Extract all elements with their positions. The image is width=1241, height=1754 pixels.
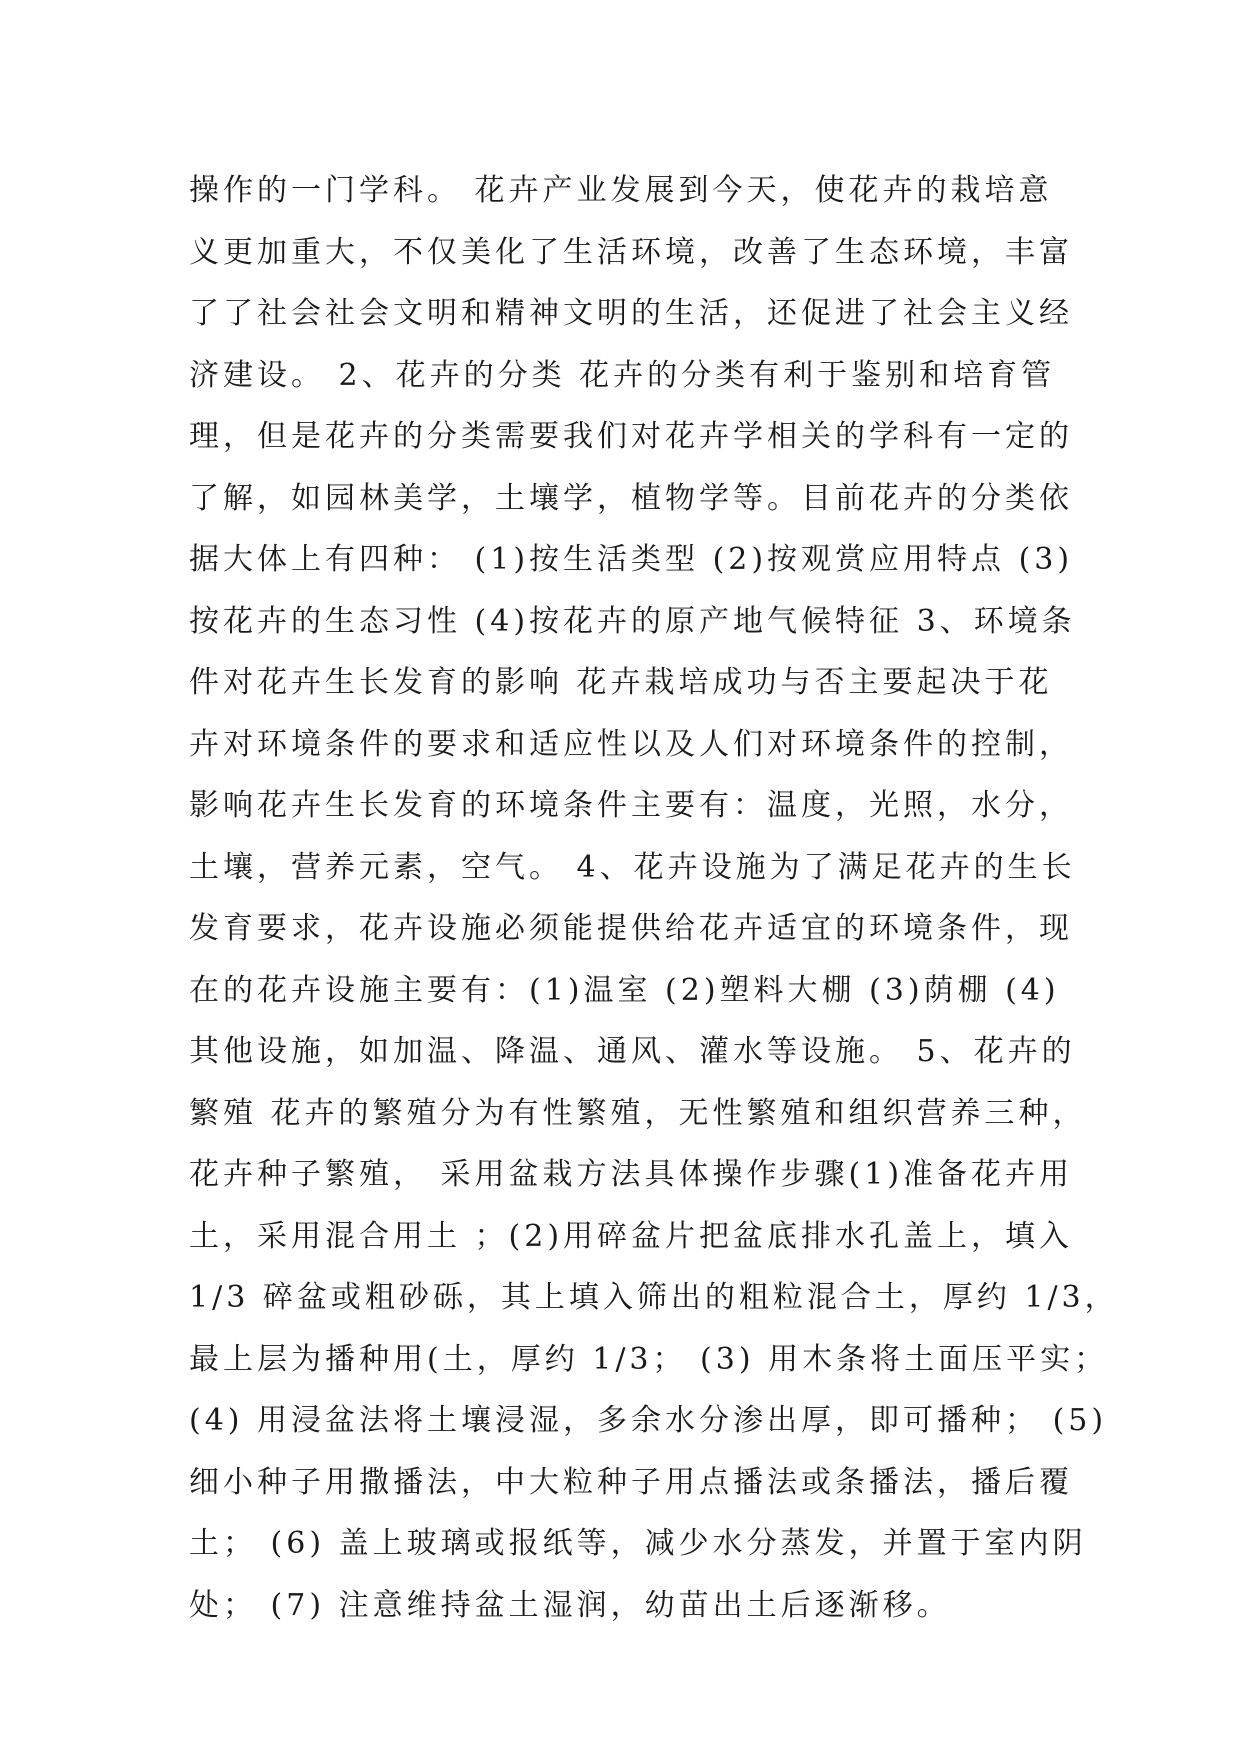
text-line-18: 土，采用混合用土 ；(2)用碎盆片把盆底排水孔盖上，填入 (189, 1218, 1074, 1254)
text-line-8: 按花卉的生态习性 (4)按花卉的原产地气候特征 3、环境条 (189, 603, 1076, 639)
text-line-23: 土； (6) 盖上玻璃或报纸等，减少水分蒸发，并置于室内阴 (189, 1526, 1087, 1561)
text-line-16: 繁殖 花卉的繁殖分为有性繁殖，无性繁殖和组织营养三种， (189, 1095, 1087, 1131)
text-line-5: 理，但是花卉的分类需要我们对花卉学相关的学科有一定的 (189, 419, 1073, 454)
text-line-9: 件对花卉生长发育的影响 花卉栽培成功与否主要起决于花 (189, 665, 1053, 700)
text-line-21: (4) 用浸盆法将土壤浸湿，多余水分渗出厚，即可播种； (5) (189, 1403, 1108, 1438)
text-line-6: 了解，如园林美学，土壤学，植物学等。目前花卉的分类依 (189, 480, 1073, 516)
text-line-19: 1/3 碎盆或粗砂砾，其上填入筛出的粗粒混合土，厚约 1/3， (189, 1280, 1119, 1315)
text-line-15: 其他设施，如加温、降温、通风、灌水等设施。 5、花卉的 (189, 1034, 1076, 1069)
text-line-14: 在的花卉设施主要有：(1)温室 (2)塑料大棚 (3)荫棚 (4) (189, 972, 1060, 1008)
text-line-3: 了了社会社会文明和精神文明的生活，还促进了社会主义经 (189, 296, 1073, 331)
text-line-12: 土壤，营养元素，空气。 4、花卉设施为了满足花卉的生长 (189, 849, 1076, 885)
text-line-7: 据大体上有四种： (1)按生活类型 (2)按观赏应用特点 (3) (189, 542, 1074, 577)
text-line-11: 影响花卉生长发育的环境条件主要有：温度，光照，水分， (189, 788, 1073, 823)
text-line-1: 操作的一门学科。 花卉产业发展到今天，使花卉的栽培意 (189, 173, 1053, 208)
text-line-2: 义更加重大，不仅美化了生活环境，改善了生态环境，丰富 (189, 234, 1073, 270)
body-text (189, 160, 1119, 1636)
text-line-24: 处； (7) 注意维持盆土湿润，幼苗出土后逐渐移。 (189, 1587, 951, 1623)
text-line-17: 花卉种子繁殖， 采用盆栽方法具体操作步骤(1)准备花卉用 (189, 1157, 1074, 1192)
text-line-13: 发育要求，花卉设施必须能提供给花卉适宜的环境条件，现 (189, 911, 1073, 946)
text-line-10: 卉对环境条件的要求和适应性以及人们对环境条件的控制， (189, 726, 1073, 762)
text-line-20: 最上层为播种用(土，厚约 1/3； (3) 用木条将土面压平实； (189, 1341, 1109, 1377)
text-line-22: 细小种子用撒播法，中大粒种子用点播法或条播法，播后覆 (189, 1464, 1073, 1500)
text-line-4: 济建设。 2、花卉的分类 花卉的分类有利于鉴别和培育管 (189, 357, 1056, 393)
